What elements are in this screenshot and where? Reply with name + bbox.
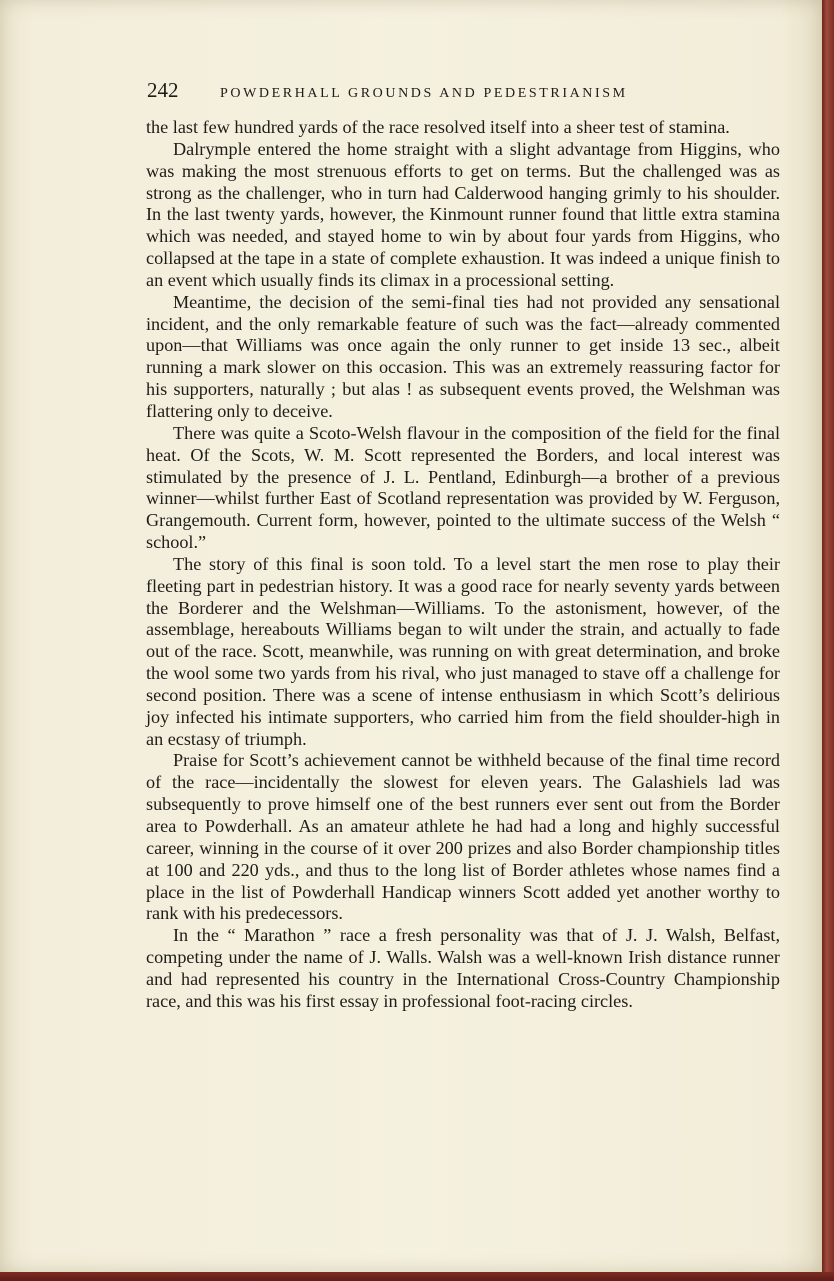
paragraph: Meantime, the decision of the semi-final ties had not provided any sensational incident, and the only remarkable feature of such was the fact—already commented upon—that Williams was once again the only runner to get inside 13 sec., albeit running a mark slower on this occasion. This was an extremely reassuring factor for his supporters, naturally ; but alas ! as subsequent events proved, the Welshman was flattering only to deceive.: [146, 291, 780, 421]
paragraph: In the “ Marathon ” race a fresh personality was that of J. J. Walsh, Belfast, competing under the name of J. Walls. Walsh was a well-known Irish distance runner and had represented his country in the International Cross-Country Championship race, and this was his first essay in professional foot-racing circles.: [146, 925, 780, 1011]
book-cover-bottom-edge: [0, 1272, 834, 1281]
book-cover-edge: [822, 0, 834, 1281]
body-text: [146, 117, 780, 1013]
running-head: POWDERHALL GROUNDS AND PEDESTRIANISM: [220, 86, 628, 101]
paragraph: The story of this final is soon told. To a level start the men rose to play their fleeting part in pedestrian history. It was a good race for nearly seventy yards between the Borderer and the Welshman—Williams. To the astonisment, however, of the assemblage, hereabouts Williams began to wilt under the strain, and actually to fade out of the race. Scott, meanwhile, was running on with great determination, and broke the wool some two yards from his rival, who just managed to stave off a challenge for second position. There was a scene of intense enthusiasm in which Scott’s delirious joy infected his intimate supporters, who carried him from the field shoulder-high in an ecstasy of triumph.: [146, 553, 780, 749]
page-number: 242: [147, 78, 179, 102]
paragraph: the last few hundred yards of the race resolved itself into a sheer test of stamina.: [146, 117, 730, 137]
paragraph: Dalrymple entered the home straight with a slight advantage from Higgins, who was making the most strenuous efforts to get on terms. But the challenged was as strong as the challenger, who in turn had Calderwood hanging grimly to his shoulder. In the last twenty yards, however, the Kinmount runner found that little extra stamina which was needed, and stayed home to win by about four yards from Higgins, who collapsed at the tape in a state of complete exhaustion. It was indeed a unique finish to an event which usually finds its climax in a processional setting.: [146, 138, 780, 290]
paragraph: There was quite a Scoto-Welsh flavour in the composition of the field for the final heat. Of the Scots, W. M. Scott represented the Borders, and local interest was stimulated by the presence of J. L. Pentland, Edinburgh—a brother of a previous winner—whilst further East of Scotland representation was provided by W. Ferguson, Grangemouth. Current form, however, pointed to the ultimate success of the Welsh “ school.”: [146, 422, 780, 553]
paragraph: Praise for Scott’s achievement cannot be withheld because of the final time record of the race—incidentally the slowest for eleven years. The Galashiels lad was subsequently to prove himself one of the best runners ever sent out from the Border area to Powderhall. As an amateur athlete he had had a long and highly successful career, winning in the course of it over 200 prizes and also Border championship titles at 100 and 220 yds., and thus to the long list of Border athletes whose names find a place in the list of Powderhall Handicap winners Scott added yet another worthy to rank with his predecessors.: [146, 750, 780, 924]
page-header: [147, 78, 787, 108]
